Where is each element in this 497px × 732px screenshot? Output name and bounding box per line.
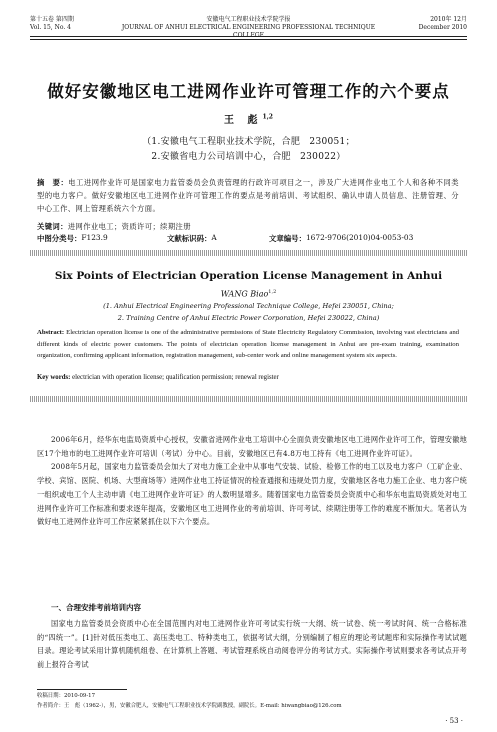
english-keywords <box>37 374 459 381</box>
english-abstract <box>37 327 459 362</box>
english-keywords-label: Key words: <box>37 374 71 381</box>
separator-band-top <box>30 250 467 256</box>
journal-name-en: JOURNAL OF ANHUI ELECTRICAL ENGINEERING PROFESSIONAL TECHNIQUE COLLEGE <box>121 24 376 39</box>
class-value: F123.9 <box>81 233 108 242</box>
header-rule-thin <box>30 39 467 40</box>
english-abstract-text: Electrician operation license is one of the administrative permissions of State Electricity Regulatory Commission, involving vast electricians and different kinds of electric power customers. The points of electrician operation license management in Anhui are pre-exam training, examination organization, confirming applicant information, registration management, sub-center work and online management system six aspects. <box>37 329 460 360</box>
paper-title: 做好安徽地区电工进网作业许可管理工作的六个要点 <box>47 82 450 101</box>
body-paragraph-3: 国家电力监管委员会资质中心在全国范围内对电工进网作业许可考试实行统一大纲、统一试卷、统一考试时间、统一合格标准的“四统一”。[1]针对低压类电工、高压类电工、特种类电工，依据考试大纲，分别编制了相应的理论考试题库和实际操作考试试题目录。理论考试采用计算机随机组卷、在计算机上答题、考试管理系统自动阅卷评分的考试方式。实际操作考试则要求各考试点开考前上报符合考试 <box>37 619 467 670</box>
author-line <box>0 111 497 126</box>
article-no-label: 文章编号： <box>269 234 306 243</box>
affiliation-1: （1.安徽电气工程职业技术学院，合肥 230051； <box>142 137 355 147</box>
issue-date <box>419 16 467 32</box>
english-author: WANG Biao <box>220 289 269 299</box>
keywords-label: 关键词： <box>37 222 68 231</box>
class-label: 中图分类号： <box>37 234 82 243</box>
english-affiliation-1: (1. Anhui Electrical Engineering Professional Technique College, Hefei 230051, China; <box>103 302 394 310</box>
section-heading-1: 一、合理安排考前培训内容 <box>51 603 141 612</box>
doc-code-label: 文献标识码： <box>167 234 212 243</box>
abstract-text: 电工进网作业许可是国家电力监管委员会负责管理的行政许可项目之一，涉及广大进网作业电工个人和各种不同类型的电力客户。做好安徽地区电工进网作业许可管理工作的要点是考前培训、考试组织、确认申请人员信息、注册管理、分中心工作、网上管理系统六个方面。 <box>37 178 460 214</box>
footnote-rule <box>37 689 127 690</box>
abstract-label: 摘 要： <box>37 178 69 187</box>
body-paragraph-1: 2006年6月，经华东电监局资质中心授权，安徽省进网作业电工培训中心全面负责安徽地区电工进网作业许可工作，管理安徽地区17个地市的电工进网作业许可培训（考试）分中心。目前，安徽地区已有4.8万电工持有《电工进网作业许可证》。 <box>37 435 467 458</box>
separator-band-bottom <box>30 396 467 402</box>
volume-cn: 第十五卷 第四期 <box>30 16 74 23</box>
author-name: 王 彪 <box>224 115 263 126</box>
issue-date-cn: 2010年 12月 <box>430 16 467 23</box>
author-sup: 1,2 <box>262 113 273 121</box>
running-header <box>30 10 467 44</box>
body-paragraphs <box>37 433 467 529</box>
header-rule-thick <box>30 36 467 37</box>
keywords-cn <box>37 220 459 233</box>
abstract-cn <box>37 176 459 216</box>
keywords-text: 进网作业电工；资质许可；续期注册 <box>67 222 191 231</box>
article-no-value: 1672-9706(2010)04-0053-03 <box>305 233 414 242</box>
english-author-line <box>0 289 497 299</box>
section-1-body <box>37 617 467 672</box>
english-title: Six Points of Electrician Operation License Management in Anhui <box>54 270 443 282</box>
volume-en: Vol. 15, No. 4 <box>30 24 71 31</box>
volume-info <box>30 16 74 32</box>
footnote-author-bio: 作者简介：王 彪（1962-），男，安徽合肥人，安徽电气工程职业技术学院副教授，副院长。E-mail: hiwangbiao@126.com <box>37 703 342 709</box>
body-paragraph-2: 2008年5月起，国家电力监管委员会加大了对电力施工企业中从事电气安装、试验、检修工作的电工以及电力客户（工矿企业、学校、宾馆、医院、机场、大型商场等）进网作业电工持证情况的检查通报和违规处罚力度，安徽地区各电力施工企业、电力客户统一组织或电工个人主动申请《电工进网作业许可证》的人数明显增多。随着国家电力监管委员会资质中心和华东电监局资质处对电工进网作业许可工作标准和要求逐年提高，安徽地区电工进网作业的考前培训、许可考试、续期注册等工作的难度不断加大。笔者认为做好电工进网作业许可工作应紧紧抓住以下六个要点。 <box>37 462 467 527</box>
english-keywords-text: electrician with operation license; qualification permission; renewal register <box>72 374 279 381</box>
journal-name-cn: 安徽电气工程职业技术学院学报 <box>206 16 291 23</box>
affiliation-2: 2.安徽省电力公司培训中心，合肥 230022） <box>151 152 346 162</box>
issue-date-en: December 2010 <box>418 24 467 31</box>
english-affiliation-2: 2. Training Centre of Anhui Electric Power Corporation, Hefei 230022, China) <box>117 314 380 322</box>
english-abstract-label: Abstract: <box>37 329 65 336</box>
footnote-received: 收稿日期：2010-09-17 <box>37 693 96 699</box>
english-author-sup: 1,2 <box>268 289 277 295</box>
page-number: · 53 · <box>445 717 463 725</box>
doc-code-value: A <box>211 233 217 242</box>
